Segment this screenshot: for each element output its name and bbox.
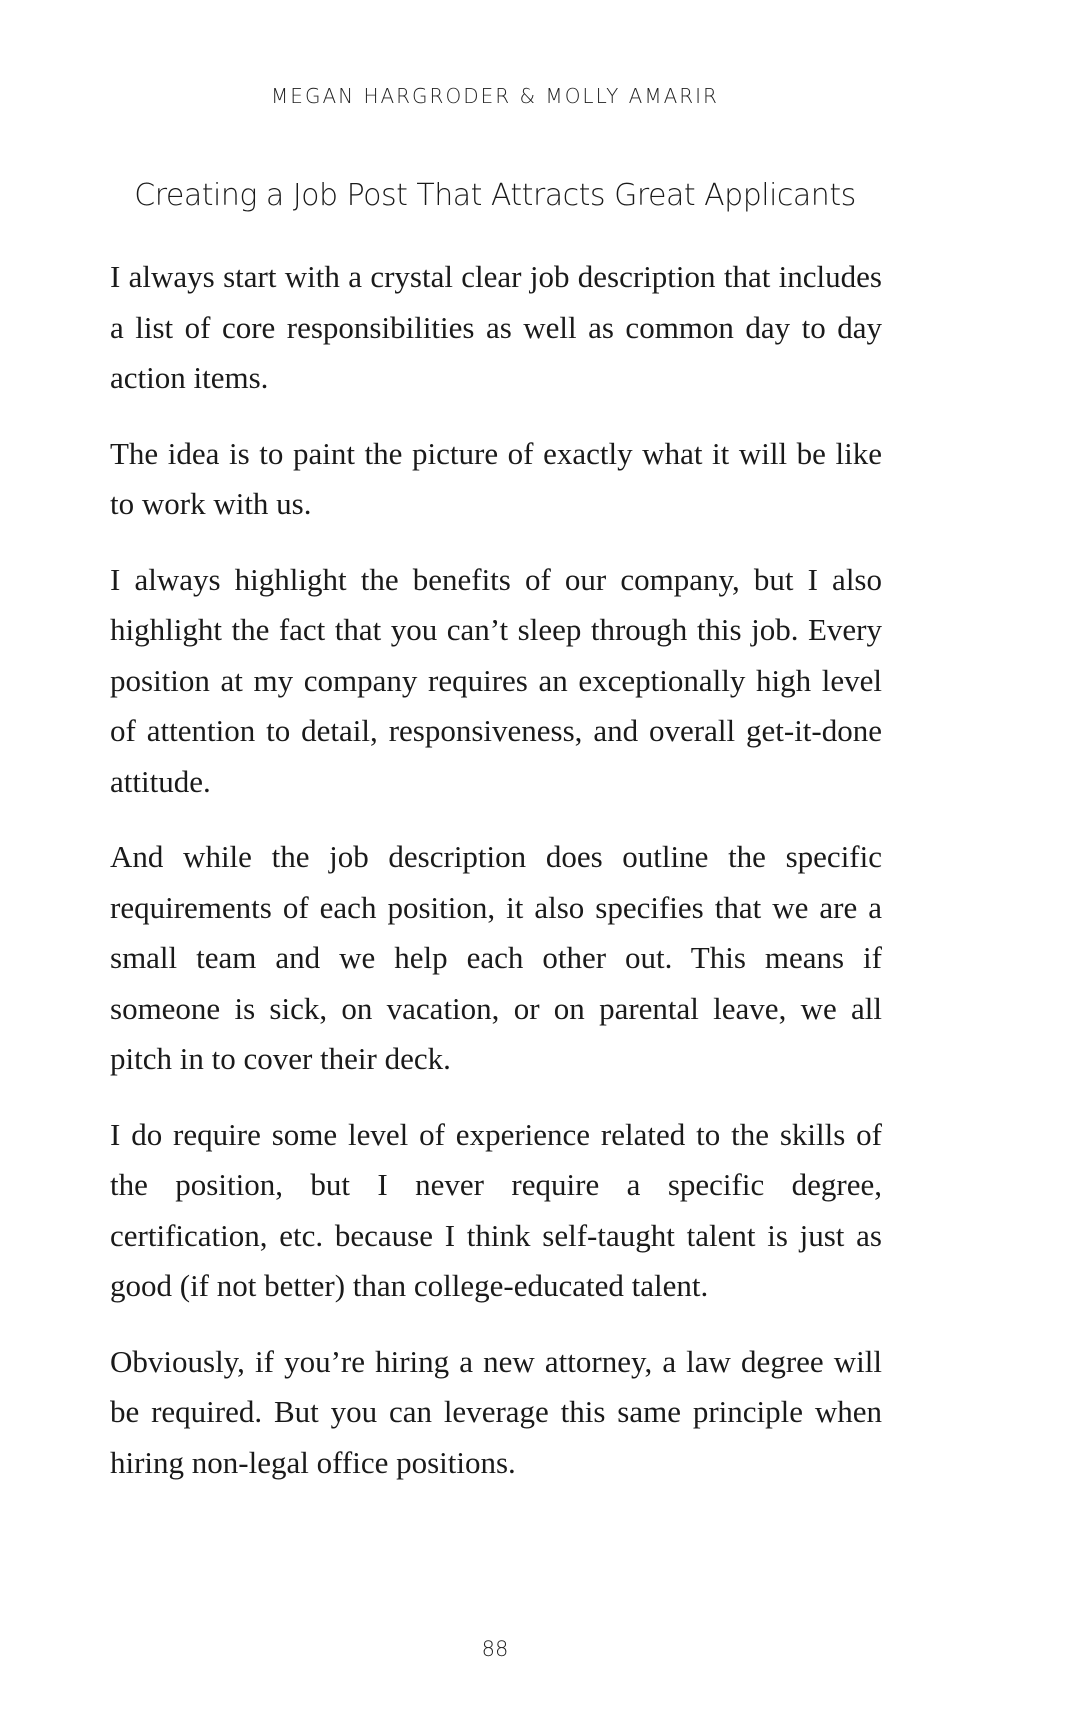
page-number: 88 — [481, 1637, 509, 1661]
section-title: Creating a Job Post That Attracts Great Applicants — [134, 178, 856, 213]
paragraph: And while the job description does outline the specific requirements of each position, it also specifies that we are a small team and we help each other out. This means if someone is sick, on vacation, or on parental leave, we all pitch in to cover their deck. — [110, 839, 882, 1076]
paragraph: Obviously, if you’re hiring a new attorney, a law degree will be required. But you can leverage this same principle when hiring non-legal office positions. — [110, 1343, 882, 1480]
running-header: MEGAN HARGRODER & MOLLY AMARIR — [271, 84, 719, 108]
paragraph: I always highlight the benefits of our company, but I also highlight the fact that you can’t sleep through this job. Every position at my company requires an exceptionally high level of attention to detail, responsiveness, and overall get-it-done attitude. — [110, 561, 882, 799]
paragraph: I always start with a crystal clear job description that includes a list of core responsibilities as well as common day to day action items. — [110, 259, 882, 395]
body-text — [110, 252, 882, 1513]
paragraph: The idea is to paint the picture of exactly what it will be like to work with us. — [110, 435, 882, 521]
paragraph: I do require some level of experience related to the skills of the position, but I never require a specific degree, certification, etc. because I think self-taught talent is just as good (if not better) than college-educated talent. — [110, 1116, 882, 1303]
